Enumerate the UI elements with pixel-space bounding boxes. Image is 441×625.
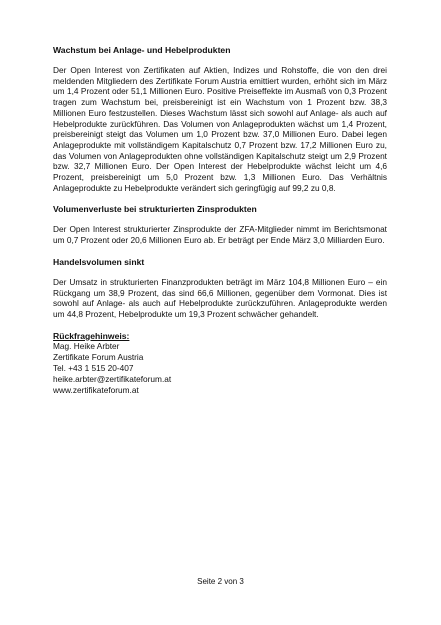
section-growth (53, 45, 387, 193)
contact-block (53, 331, 387, 396)
section-heading: Wachstum bei Anlage- und Hebelprodukten (53, 45, 231, 55)
section-trading-volume (53, 257, 387, 320)
section-paragraph: Der Open Interest von Zertifikaten auf Aktien, Indizes und Rohstoffe, die von den drei meldenden Mitgliedern des Zertifikate Forum Austria emittiert wurden, erhöht sich im März um 1,4 Prozent oder 51,1 Millionen Euro. Positive Preiseffekte im Ausmaß von 0,3 Prozent tragen zum Wachstum bei, preisbereinigt ist ein Wachstum von 1 Prozent bzw. 38,3 Millionen Euro festzustellen. Dieses Wachstum lässt sich sowohl auf Anlage- als auch auf Hebelprodukte zurückführen. Das Volumen von Anlageprodukten wächst um 1,4 Prozent, preisbereinigt steigt das Volumen um 1,0 Prozent bzw. 37,0 Millionen Euro. Dabei legen Anlageprodukte mit vollständigem Kapitalschutz 0,7 Prozent bzw. 17,2 Millionen Euro zu, das Volumen von Anlageprodukten ohne vollständigen Kapitalschutz steigt um 2,9 Prozent bzw. 32,7 Millionen Euro. Der Open Interest der Hebelprodukte wächst leicht um 4,6 Prozent, preisbereinigt um 5,0 Prozent bzw. 1,3 Millionen Euro. Das Verhältnis Anlageprodukte zu Hebelprodukte verändert sich geringfügig auf 99,2 zu 0,8. (53, 65, 387, 193)
contact-organization: Zertifikate Forum Austria (53, 352, 144, 363)
contact-email[interactable]: heike.arbter@zertifikateforum.at (53, 373, 172, 384)
page-number: Seite 2 von 3 (197, 577, 244, 586)
contact-phone: Tel. +43 1 515 20-407 (53, 363, 134, 374)
contact-name: Mag. Heike Arbter (53, 341, 120, 352)
contact-title: Rückfragehinweis: (53, 330, 130, 341)
contact-website[interactable]: www.zertifikateforum.at (53, 384, 139, 395)
section-volume-losses (53, 204, 387, 245)
section-paragraph: Der Umsatz in strukturierten Finanzprodukten beträgt im März 104,8 Millionen Euro – ein Rückgang um 38,9 Prozent, das sind 66,6 Millionen, gegenüber dem Vormonat. Dies ist sowohl auf Anlage- als auch auf Hebelprodukte zurückzuführen. Anlageprodukte werden um 44,8 Prozent, Hebelprodukte um 19,3 Prozent schwächer gehandelt. (53, 276, 387, 319)
page-content (53, 45, 387, 395)
section-paragraph: Der Open Interest strukturierter Zinsprodukte der ZFA-Mitglieder nimmt im Berichtsmonat um 0,7 Prozent oder 20,6 Millionen Euro ab. Er beträgt per Ende März 3,0 Milliarden Euro. (53, 224, 387, 246)
section-heading: Handelsvolumen sinkt (53, 256, 145, 267)
section-heading: Volumenverluste bei strukturierten Zinsprodukten (53, 204, 257, 215)
